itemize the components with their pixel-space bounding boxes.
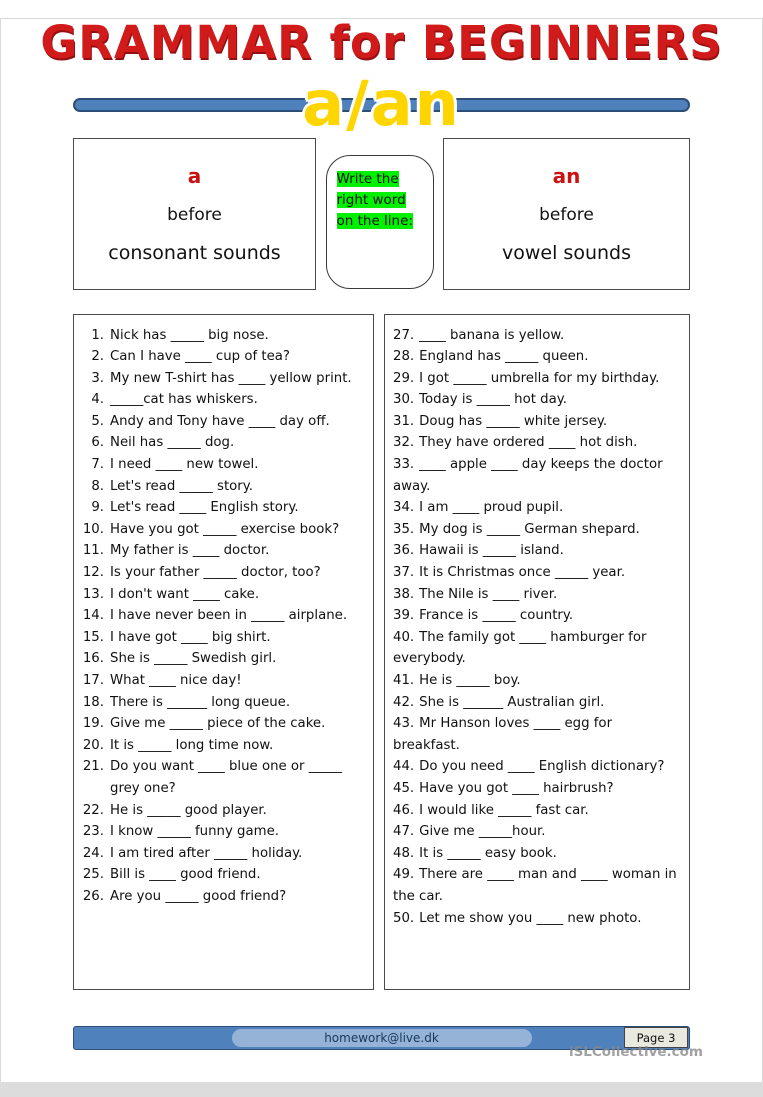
exercise-number: 46. xyxy=(393,802,415,818)
exercise-number: 3. xyxy=(91,370,104,386)
exercise-number: 29. xyxy=(393,370,415,386)
exercise-item xyxy=(393,519,681,541)
exercise-text: My dog is _____ German shepard. xyxy=(419,521,640,537)
exercise-item xyxy=(393,692,681,714)
exercise-item xyxy=(393,368,681,390)
exercise-number: 33. xyxy=(393,457,415,473)
exercise-item xyxy=(393,540,681,562)
exercise-number: 35. xyxy=(393,521,415,537)
rule-box-an xyxy=(443,138,690,290)
topic-band xyxy=(73,66,690,140)
exercise-text: Andy and Tony have ____ day off. xyxy=(110,413,330,429)
exercise-text: Doug has _____ white jersey. xyxy=(419,413,608,429)
exercise-text: I got _____ umbrella for my birthday. xyxy=(419,370,660,386)
exercise-item xyxy=(82,476,365,498)
exercise-item xyxy=(82,735,365,757)
exercise-text: I am tired after _____ holiday. xyxy=(110,845,303,861)
page-title: GRAMMAR for BEGINNERS xyxy=(40,16,723,69)
exercise-number: 13. xyxy=(82,586,104,602)
exercise-text: There are ____ man and ____ woman in the car. xyxy=(393,867,677,904)
exercise-number: 31. xyxy=(393,413,415,429)
exercise-text: My new T-shirt has ____ yellow print. xyxy=(110,370,352,386)
exercise-number: 44. xyxy=(393,759,415,775)
page-number-badge: Page 3 xyxy=(624,1027,688,1048)
exercise-number: 16. xyxy=(82,651,104,667)
exercise-number: 30. xyxy=(393,392,415,408)
exercise-item xyxy=(82,346,365,368)
exercise-text: I am ____ proud pupil. xyxy=(419,500,564,516)
exercise-text: Let's read _____ story. xyxy=(110,478,253,494)
exercise-item xyxy=(393,778,681,800)
exercise-number: 41. xyxy=(393,673,415,688)
exercise-item xyxy=(82,843,365,865)
exercise-number: 15. xyxy=(82,629,104,645)
exercise-item xyxy=(82,584,365,606)
rule-word-a: a xyxy=(187,163,202,188)
instruction-box xyxy=(326,155,434,289)
exercise-number: 32. xyxy=(393,435,415,451)
rule-sounds-label: vowel sounds xyxy=(502,241,631,264)
exercise-number: 49. xyxy=(393,867,415,883)
exercise-number: 25. xyxy=(82,867,104,883)
exercise-item xyxy=(82,627,365,649)
exercise-text: I don't want ____ cake. xyxy=(110,586,260,602)
exercise-number: 19. xyxy=(82,716,104,732)
exercise-number: 42. xyxy=(393,694,415,710)
instruction-text: Write the right word on the line: xyxy=(336,170,413,229)
exercise-text: Do you want ____ blue one or _____ grey one? xyxy=(110,759,342,796)
exercise-number: 36. xyxy=(393,543,415,559)
exercise-number: 45. xyxy=(393,780,415,796)
exercise-item xyxy=(393,908,681,930)
exercise-item xyxy=(82,886,365,908)
exercise-text: It is _____ long time now. xyxy=(110,737,274,753)
exercise-number: 7. xyxy=(91,457,104,473)
exercise-text: I would like _____ fast car. xyxy=(419,802,589,818)
exercise-number: 12. xyxy=(82,565,104,581)
exercise-number: 5. xyxy=(91,413,104,429)
exercise-item xyxy=(82,864,365,886)
exercise-number: 10. xyxy=(82,521,104,537)
exercise-text: Do you need ____ English dictionary? xyxy=(419,759,665,775)
exercise-text: Neil has _____ dog. xyxy=(110,435,235,451)
exercise-text: Give me _____hour. xyxy=(419,824,546,840)
exercise-text: ____ apple ____ day keeps the doctor away. xyxy=(393,457,663,494)
exercise-item xyxy=(82,519,365,541)
exercise-item xyxy=(393,562,681,584)
exercise-item xyxy=(393,497,681,519)
rule-sounds-label: consonant sounds xyxy=(108,241,281,264)
exercise-column-left xyxy=(73,314,374,990)
page-bottom-edge xyxy=(0,1082,763,1097)
exercise-item xyxy=(393,605,681,627)
footer-email: homework@live.dk xyxy=(232,1029,532,1047)
rule-word-an: an xyxy=(552,163,581,188)
exercise-item xyxy=(393,713,681,756)
exercise-number: 23. xyxy=(82,824,104,840)
exercise-text: There is ______ long queue. xyxy=(110,694,291,710)
exercise-item xyxy=(393,864,681,907)
exercise-text: The Nile is ____ river. xyxy=(419,586,558,602)
exercise-item xyxy=(82,497,365,519)
exercise-text: It is Christmas once _____ year. xyxy=(419,565,626,581)
exercise-text: He is _____ good player. xyxy=(110,802,267,818)
exercise-number: 27. xyxy=(393,327,415,343)
exercise-text: ____ banana is yellow. xyxy=(419,327,565,343)
exercise-number: 26. xyxy=(82,888,104,904)
exercise-item xyxy=(393,627,681,670)
exercise-text: Have you got ____ hairbrush? xyxy=(419,780,614,796)
exercise-number: 22. xyxy=(82,802,104,818)
exercise-text: I need ____ new towel. xyxy=(110,457,259,473)
exercise-item xyxy=(393,389,681,411)
exercise-text: They have ordered ____ hot dish. xyxy=(419,435,638,451)
topic-heading: a/an xyxy=(302,66,461,140)
exercise-item xyxy=(393,800,681,822)
exercise-number: 50. xyxy=(393,910,415,926)
exercise-item xyxy=(82,605,365,627)
exercise-number: 39. xyxy=(393,608,415,624)
rule-box-a xyxy=(73,138,316,290)
exercise-text: Today is _____ hot day. xyxy=(419,392,567,408)
exercise-text: Let's read ____ English story. xyxy=(110,500,299,516)
exercise-number: 34. xyxy=(393,500,415,516)
exercise-text: It is _____ easy book. xyxy=(419,845,557,861)
exercise-item xyxy=(82,325,365,347)
exercise-number: 14. xyxy=(82,608,104,624)
exercise-text: Can I have ____ cup of tea? xyxy=(110,349,290,365)
exercise-number: 47. xyxy=(393,824,415,840)
exercise-item xyxy=(82,540,365,562)
watermark: iSLCollective.com xyxy=(568,1044,703,1060)
exercise-item xyxy=(82,368,365,390)
exercise-text: My father is ____ doctor. xyxy=(110,543,270,559)
exercise-item xyxy=(393,843,681,865)
exercise-item xyxy=(393,325,681,347)
exercise-number: 9. xyxy=(91,500,104,516)
exercise-item xyxy=(82,821,365,843)
exercise-text: I have never been in _____ airplane. xyxy=(110,608,348,624)
exercise-number: 1. xyxy=(91,327,104,343)
exercise-text: _____cat has whiskers. xyxy=(110,392,258,408)
exercise-number: 20. xyxy=(82,737,104,753)
exercise-number: 18. xyxy=(82,694,104,710)
exercise-item xyxy=(82,800,365,822)
exercise-number: 40. xyxy=(393,629,415,645)
exercise-row xyxy=(73,314,690,990)
exercise-text: I have got ____ big shirt. xyxy=(110,629,271,645)
exercise-text: England has _____ queen. xyxy=(419,349,589,365)
exercise-column-right xyxy=(384,314,690,990)
exercise-item xyxy=(393,756,681,778)
exercise-item xyxy=(82,454,365,476)
exercise-number: 24. xyxy=(82,845,104,861)
exercise-number: 8. xyxy=(91,478,104,494)
exercise-number: 38. xyxy=(393,586,415,602)
exercise-text: Let me show you ____ new photo. xyxy=(419,910,642,926)
exercise-text: France is _____ country. xyxy=(419,608,574,624)
exercise-text: Give me _____ piece of the cake. xyxy=(110,716,326,732)
exercise-number: 2. xyxy=(91,349,104,365)
exercise-item xyxy=(82,648,365,670)
exercise-item xyxy=(82,389,365,411)
exercise-text: She is _____ Swedish girl. xyxy=(110,651,277,667)
exercise-item xyxy=(82,670,365,692)
exercise-text: Is your father _____ doctor, too? xyxy=(110,565,321,581)
exercise-item xyxy=(82,713,365,735)
exercise-text: Nick has _____ big nose. xyxy=(110,327,269,343)
rule-before-label: before xyxy=(539,204,594,225)
exercise-item xyxy=(393,454,681,497)
exercise-text: Hawaii is _____ island. xyxy=(419,543,564,559)
exercise-item xyxy=(393,821,681,843)
exercise-number: 21. xyxy=(82,759,104,775)
exercise-number: 48. xyxy=(393,845,415,861)
exercise-text: Mr Hanson loves ____ egg for breakfast. xyxy=(393,716,613,753)
exercise-item xyxy=(393,584,681,606)
exercise-text: He is _____ boy. xyxy=(419,673,521,688)
exercise-item xyxy=(393,432,681,454)
exercise-number: 43. xyxy=(393,716,415,732)
exercise-text: I know _____ funny game. xyxy=(110,824,279,840)
exercise-item xyxy=(82,692,365,714)
exercise-text: She is ______ Australian girl. xyxy=(419,694,605,710)
exercise-text: Are you _____ good friend? xyxy=(110,888,287,904)
exercise-number: 6. xyxy=(91,435,104,451)
rules-row xyxy=(73,138,690,290)
exercise-number: 11. xyxy=(82,543,104,559)
exercise-item xyxy=(393,670,681,692)
exercise-item xyxy=(82,411,365,433)
exercise-text: What ____ nice day! xyxy=(110,673,242,688)
exercise-item xyxy=(393,346,681,368)
exercise-number: 4. xyxy=(91,392,104,408)
exercise-item xyxy=(82,756,365,799)
exercise-item xyxy=(82,432,365,454)
exercise-number: 28. xyxy=(393,349,415,365)
exercise-number: 37. xyxy=(393,565,415,581)
exercise-text: Have you got _____ exercise book? xyxy=(110,521,340,537)
exercise-text: The family got ____ hamburger for everybody. xyxy=(393,629,647,667)
exercise-number: 17. xyxy=(82,673,104,688)
rule-before-label: before xyxy=(167,204,222,225)
exercise-item xyxy=(82,562,365,584)
exercise-item xyxy=(393,411,681,433)
exercise-text: Bill is ____ good friend. xyxy=(110,867,261,883)
